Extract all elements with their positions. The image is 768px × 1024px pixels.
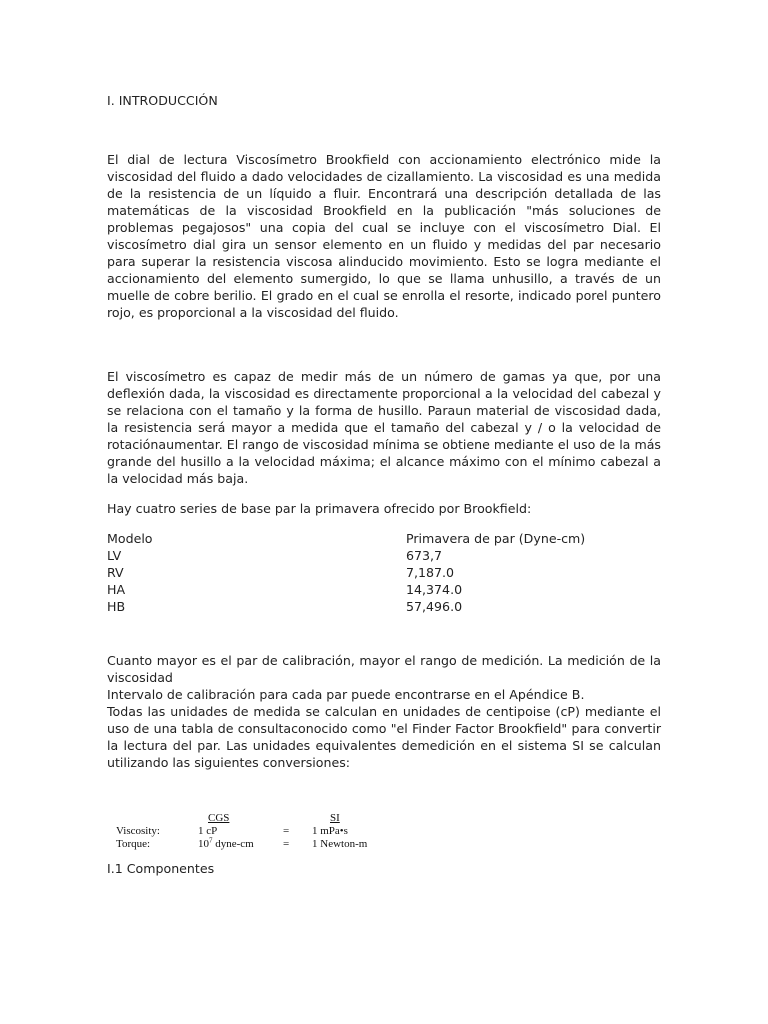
- conversion-equals: =: [283, 838, 290, 850]
- table-row: [107, 564, 661, 581]
- paragraph-ranges: El viscosímetro es capaz de medir más de un número de gamas ya que, por una deflexión dada, la viscosidad es directamente proporcional a la velocidad del cabezal y se relaciona con el tamaño y la forma de husillo. Paraun material de viscosidad dada, la resistencia será mayor a medida que el tamaño del cabezal y / o la velocidad de rotaciónaumentar. El rango de viscosidad mínima se obtiene mediante el uso de la más grande del husillo a la velocidad máxima; el alcance máximo con el mínimo cabezal a la velocidad más baja.: [107, 369, 661, 486]
- table-row: [107, 547, 661, 564]
- conversion-label: Torque:: [116, 838, 151, 850]
- table-cell-torque: 7,187.0: [406, 565, 455, 580]
- conversion-si-value: 1 Newton-m: [312, 838, 368, 850]
- table-cell-model: HB: [107, 599, 126, 614]
- section-heading: I. INTRODUCCIÓN: [107, 93, 218, 108]
- conversion-label: Viscosity:: [116, 825, 160, 837]
- conversion-header-cgs: CGS: [208, 812, 230, 824]
- conversion-si-value: 1 mPa•s: [312, 825, 348, 837]
- table-cell-torque: 673,7: [406, 548, 443, 563]
- table-cell-torque: 57,496.0: [406, 599, 463, 614]
- calibration-line-1: Cuanto mayor es el par de calibración, mayor el rango de medición. La medición de la viscosidad: [107, 653, 661, 685]
- table-row: [107, 598, 661, 615]
- table-cell-model: LV: [107, 548, 122, 563]
- table-cell-torque: 14,374.0: [406, 582, 463, 597]
- conversion-cgs-exponent: 7: [209, 836, 213, 845]
- table-cell-model: HA: [107, 582, 126, 597]
- conversion-equals: =: [283, 825, 290, 837]
- paragraph-calibration: [107, 652, 661, 771]
- calibration-line-3: Todas las unidades de medida se calculan en unidades de centipoise (cP) mediante el uso de una tabla de consultaconocido como "el Finder Factor Brookfield" para convertir la lectura del par. Las unidades equivalentes demedición en el sistema SI se calculan utilizando las siguientes conversiones:: [107, 704, 661, 770]
- table-row: [107, 581, 661, 598]
- conversion-cgs-value: 1 cP: [198, 825, 218, 837]
- table-header-model: Modelo: [107, 531, 153, 546]
- conversion-header-si: SI: [330, 812, 340, 824]
- table-header-row: [107, 530, 661, 547]
- conversion-cgs-unit: dyne-cm: [212, 838, 254, 850]
- spring-torque-table: [107, 530, 661, 615]
- paragraph-series: Hay cuatro series de base par la primavera ofrecido por Brookfield:: [107, 501, 532, 516]
- table-cell-model: RV: [107, 565, 124, 580]
- table-header-torque: Primavera de par (Dyne-cm): [406, 531, 586, 546]
- subsection-heading: I.1 Componentes: [107, 861, 215, 876]
- conversion-cgs-base: 10: [198, 838, 209, 850]
- calibration-line-2: Intervalo de calibración para cada par puede encontrarse en el Apéndice B.: [107, 687, 585, 702]
- conversion-cgs-value: [198, 838, 254, 851]
- paragraph-intro: El dial de lectura Viscosímetro Brookfield con accionamiento electrónico mide la viscosidad del fluido a dado velocidades de cizallamiento. La viscosidad es una medida de la resistencia de un líquido a fluir. Encontrará una descripción detallada de las matemáticas de la viscosidad Brookfield en la publicación "más soluciones de problemas pegajosos" una copia del cual se incluye con el viscosímetro Dial. El viscosímetro dial gira un sensor elemento en un fluido y medidas del par necesario para superar la resistencia viscosa alinducido movimiento. Esto se logra mediante el accionamiento del elemento sumergido, lo que se llama unhusillo, a través de un muelle de cobre berilio. El grado en el cual se enrolla el resorte, indicado porel puntero rojo, es proporcional a la viscosidad del fluido.: [107, 152, 661, 320]
